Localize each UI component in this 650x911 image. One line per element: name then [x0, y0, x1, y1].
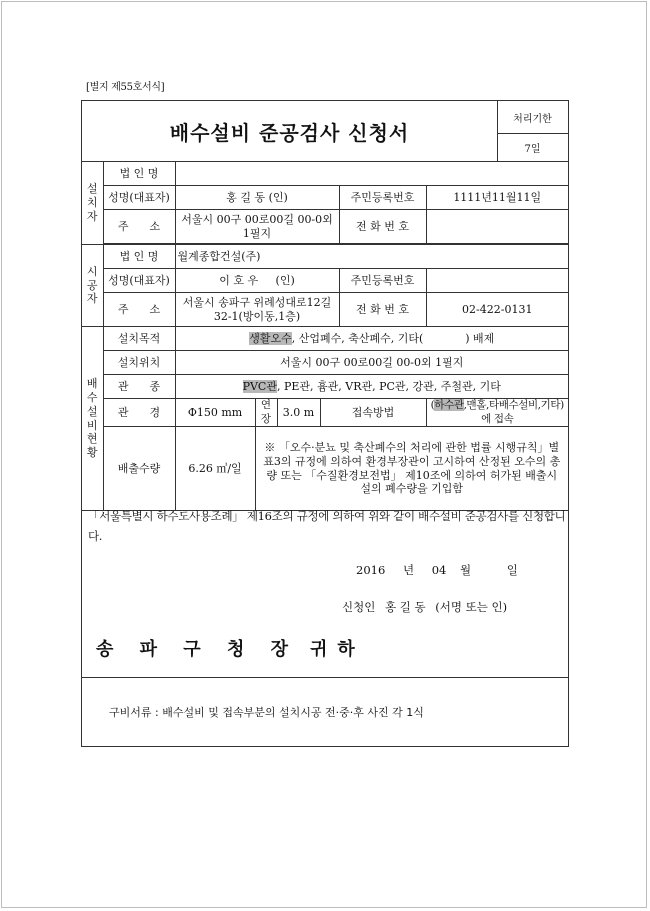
- discharge-note: ※ 「오수·분뇨 및 축산폐수의 처리에 관한 법률 시행규칙」별표3의 규정에 의하여 환경부장관이 고시하여 산정된 오수의 총량 또는 「수질환경보전법」 제10조에 의하여 허가된 배출시설의 폐수량을 기입함: [255, 427, 568, 511]
- installer-phone-label: 전 화 번 호: [339, 210, 426, 244]
- form-title: 배수설비 준공검사 신청서: [169, 120, 410, 145]
- length-label: 연장: [255, 399, 277, 427]
- contractor-regno-field[interactable]: [426, 269, 568, 293]
- purpose-selected: 생활오수: [249, 331, 292, 345]
- date-year[interactable]: 2016: [356, 563, 386, 577]
- processing-deadline: [497, 101, 568, 161]
- contractor-name-label: 성명(대표자): [103, 269, 175, 293]
- application-statement: 「서울특별시 하수도사용조례」 제16조의 규정에 의하여 위와 같이 배수설비 준공검사를 신청합니다.: [88, 509, 566, 544]
- addressee-honorific: 귀하: [310, 639, 365, 660]
- purpose-field[interactable]: [175, 327, 568, 351]
- contractor-corp-field[interactable]: 월계종합건설(주): [175, 245, 568, 269]
- contractor-phone-label: 전 화 번 호: [339, 293, 426, 327]
- installer-name-row: [82, 186, 568, 210]
- documents-divider: [82, 677, 568, 678]
- applicant-label: 신청인: [342, 600, 376, 614]
- installer-regno-field[interactable]: 1111년11월11일: [426, 186, 568, 210]
- installer-name-field[interactable]: 홍 길 동 (인): [175, 186, 339, 210]
- discharge-label: 배출수량: [103, 427, 175, 511]
- diameter-field[interactable]: Φ150 mm: [175, 399, 255, 427]
- status-section-label: 배 수 설 비 현 황: [82, 327, 103, 511]
- pipe-type-selected: PVC관: [242, 379, 277, 393]
- installer-addr-label: 주 소: [103, 210, 175, 244]
- contractor-section-label: 시 공 자: [82, 245, 103, 327]
- application-form: [81, 100, 569, 747]
- addressee: [96, 635, 365, 661]
- contractor-corp-row: [82, 245, 568, 269]
- pipe-type-options: , PE관, 흄관, VR관, PC관, 강관, 주철관, 기타: [276, 379, 501, 393]
- purpose-row: [82, 327, 568, 351]
- length-field[interactable]: 3.0 m: [277, 399, 320, 427]
- contractor-addr-row: [82, 293, 568, 327]
- addressee-name: 송 파 구 청 장: [96, 639, 299, 660]
- contractor-corp-label: 법 인 명: [103, 245, 175, 269]
- connect-label: 접속방법: [320, 399, 426, 427]
- location-field[interactable]: 서울시 00구 00로00길 00-0외 1필지: [175, 351, 568, 375]
- date-month[interactable]: 04: [431, 563, 447, 577]
- form-number: [별지 제55호서식]: [86, 82, 165, 93]
- form-table: [82, 161, 568, 511]
- connect-options: ,맨홀,타배수설비,기타)에 접속: [463, 399, 564, 425]
- installer-name-label: 성명(대표자): [103, 186, 175, 210]
- required-documents: 구비서류 : 배수설비 및 접속부분의 설치시공 전·중·후 사진 각 1식: [109, 706, 424, 719]
- applicant-signature: [342, 599, 507, 615]
- location-row: [82, 351, 568, 375]
- title-area: [82, 101, 498, 161]
- installer-corp-row: [82, 162, 568, 186]
- location-label: 설치위치: [103, 351, 175, 375]
- pipe-type-row: [82, 375, 568, 399]
- discharge-field[interactable]: 6.26 ㎥/일: [175, 427, 255, 511]
- contractor-addr-label: 주 소: [103, 293, 175, 327]
- pipe-type-field[interactable]: [175, 375, 568, 399]
- application-date: 2016 년 04 월 일: [356, 563, 518, 577]
- installer-corp-label: 법 인 명: [103, 162, 175, 186]
- discharge-row: [82, 427, 568, 511]
- diameter-label: 관 경: [103, 399, 175, 427]
- applicant-sign: (서명 또는 인): [435, 600, 508, 614]
- contractor-name-field[interactable]: 이 호 우 (인): [175, 269, 339, 293]
- contractor-phone-field[interactable]: 02-422-0131: [426, 293, 568, 327]
- applicant-name[interactable]: 홍 길 동: [384, 600, 426, 614]
- installer-regno-label: 주민등록번호: [339, 186, 426, 210]
- diameter-row: [82, 399, 568, 427]
- connect-field[interactable]: (하수관,맨홀,타배수설비,기타)에 접속: [426, 399, 568, 427]
- pipe-type-label: 관 종: [103, 375, 175, 399]
- installer-section-label: 설 치 자: [82, 162, 103, 245]
- connect-selected: 하수관: [434, 399, 464, 412]
- contractor-name-row: [82, 269, 568, 293]
- deadline-label: 처리기한: [497, 101, 568, 134]
- installer-addr-field[interactable]: 서울시 00구 00로00길 00-0외 1필지: [175, 210, 339, 244]
- purpose-options: , 산업폐수, 축산폐수, 기타( ) 배제: [291, 331, 495, 345]
- installer-corp-field[interactable]: [175, 162, 568, 186]
- installer-phone-field[interactable]: [426, 210, 568, 244]
- purpose-label: 설치목적: [103, 327, 175, 351]
- installer-addr-row: [82, 210, 568, 244]
- deadline-value: 7일: [524, 143, 541, 155]
- contractor-addr-field[interactable]: 서울시 송파구 위례성대로12길 32-1(방이동,1층): [175, 293, 339, 327]
- contractor-regno-label: 주민등록번호: [339, 269, 426, 293]
